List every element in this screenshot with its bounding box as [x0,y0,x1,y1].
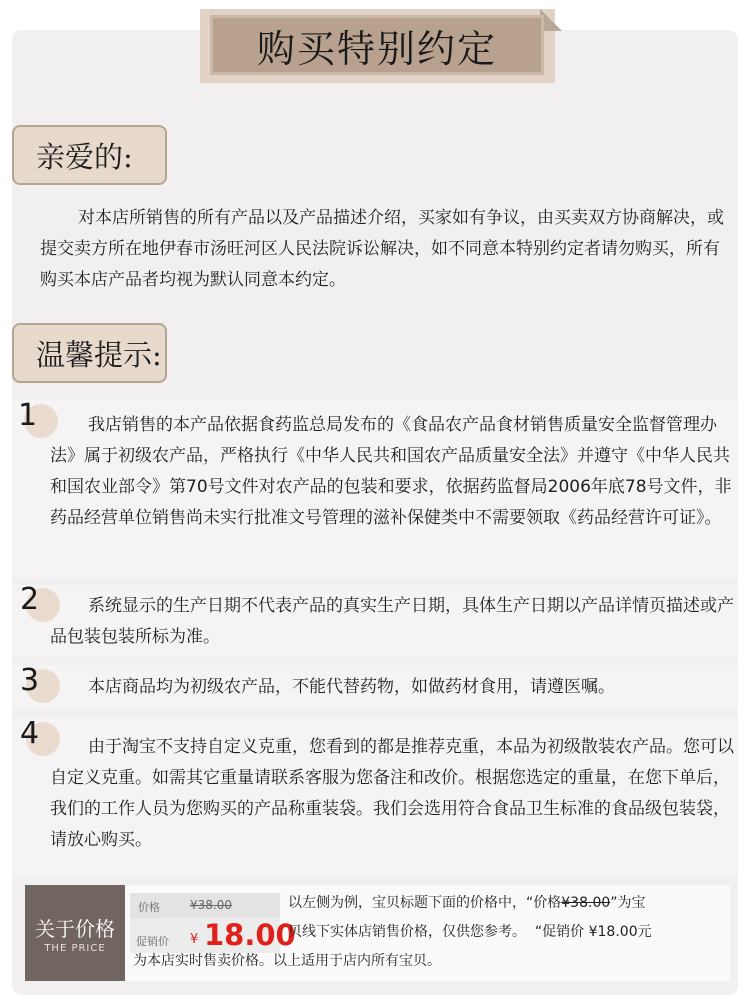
price-description [133,889,725,976]
tip-text: 本店商品均为初级农产品，不能代替药物，如做药材食用，请遵医嘱。 [88,677,615,697]
tip-item-1 [12,400,738,578]
price-desc-part: 以左侧为例，宝贝标题下面的价格中， [288,895,526,911]
tip-text: 我店销售的本产品依据食药监总局发布的《食品农产品食材销售质量安全监督管理办法》属于初级农产品，严格执行《中华人民共和国农产品质量安全法》并遵守《中华人民共和国农业部令》第70号文件对农产品的包装和要求，依据药监督局2006年底78号文件，非药品经营单位销售尚未实行批准文号管理的滋补保健类中不需要领取《药品经营许可证》。 [50,415,732,528]
price-explanation [25,885,730,981]
tip-number: 1 [18,398,38,433]
price-title-block [25,885,125,981]
price-title: 关于价格 [35,917,115,941]
price-desc-promo: “促销价 ¥18.00元 [534,924,652,940]
tip-text: 由于淘宝不支持自定义克重，您看到的都是推荐克重，本品为初级散装农产品。您可以自定义克重。如需其它重量请联系客服为您备注和改价。根据您选定的重量，在您下单后，我们的工作人员为您购买的产品称重装袋。我们会选用符合食品卫生标准的食品级包装袋，请放心购买。 [50,737,734,850]
tip-number: 4 [20,716,40,751]
promo-price: 18.00 [204,918,296,952]
price-label: 价格 [138,901,160,914]
tip-number: 3 [20,663,40,698]
tip-item-3 [12,665,738,710]
currency-symbol: ¥ [190,932,199,947]
section-heading-tips: 温馨提示: [12,323,167,383]
agreement-text: 对本店所销售的所有产品以及产品描述介绍，买家如有争议，由买卖双方协商解决，或提交卖方所在地伊春市汤旺河区人民法院诉讼解决，如不同意本特别约定者请勿购买，所有购买本店产品者均视为默认同意本约定。 [40,208,724,290]
price-desc-part: 贝线下实体店销售价格，仅供您参考。 [288,924,526,940]
original-price: ¥38.00 [190,898,232,912]
tip-text: 系统显示的生产日期不代表产品的真实生产日期，具体生产日期以产品详情页描述或产品包装包装所标为准。 [50,596,734,647]
price-subtitle: THE PRICE [44,943,106,954]
price-desc-quote-end: ”为宝 [610,895,646,911]
page-title: 购买特别约定 [210,15,544,75]
section-heading-dear: 亲爱的: [12,125,167,185]
price-desc-part: 为本店实时售卖价格。以上适用于店内所有宝贝。 [133,953,441,969]
tip-number: 2 [20,582,40,617]
tip-item-4 [12,718,738,876]
promo-price-label: 促销价 [136,935,169,948]
price-desc-quote: “价格 [526,895,562,911]
price-desc-old: ¥38.00 [561,895,611,911]
tip-item-2 [12,582,738,657]
